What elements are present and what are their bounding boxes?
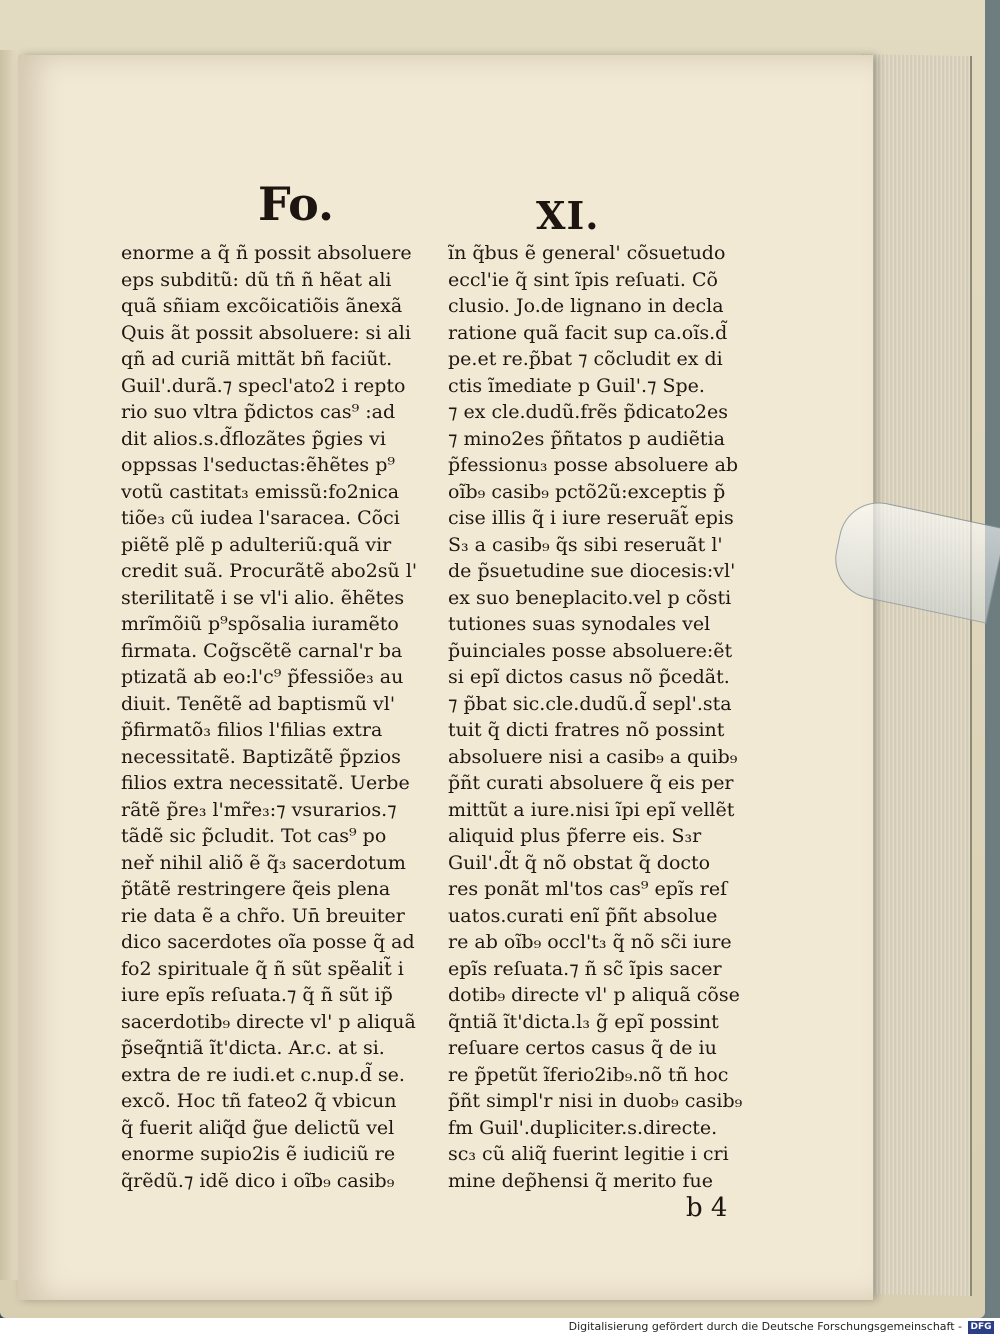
text-line: mittũt a iure.nisi ĩpi epĩ vellẽt — [448, 798, 735, 821]
text-line: reſuare certos casus q̃ de iu — [448, 1037, 717, 1059]
text-line: ⁊ p̃bat sic.cle.dudũ.d̃ sepl'.sta — [448, 692, 732, 715]
text-line: oppssas l'seductas:ẽhẽtes p⁹ — [121, 454, 396, 476]
text-line: necessitatẽ. Baptizãtẽ p̃pzios — [121, 745, 401, 768]
footer-credit: Digitalisierung gefördert durch die Deutsche Forschungsgemeinschaft - — [568, 1320, 962, 1333]
text-line: S₃ a casib₉ q̃s sibi reseruãt l' — [448, 533, 723, 556]
text-line: re p̃petũt ĩferio2ib₉.nõ tñ hoc — [448, 1063, 729, 1086]
text-line: de p̃suetudine sue diocesis:vl' — [448, 560, 736, 582]
text-line: diuit. Tenẽtẽ ad baptismũ vl' — [121, 692, 396, 715]
text-line: ptizatã ab eo:l'c⁹ p̃fessiõe₃ au — [121, 666, 404, 688]
text-line: epĩs reſuata.⁊ ñ sc̃ ĩpis sacer — [448, 957, 722, 980]
page-edges — [860, 54, 972, 1296]
text-line: Guil'.durã.⁊ specl'ato2 i repto — [121, 374, 406, 397]
text-line: ⁊ mino2es p̃ñtatos p audiẽtia — [448, 427, 725, 450]
text-line: firmata. Cog̃scẽtẽ carnal'r ba — [121, 639, 403, 662]
left-text-column — [121, 240, 441, 1194]
right-text-column — [448, 240, 778, 1194]
text-line: ratione quã facit sup ca.oĩs.d̃ — [448, 321, 728, 344]
text-line: p̃seq̃ntiã ĩt'dicta. Ar.c. at si. — [121, 1037, 385, 1059]
text-line: excõ. Hoc tñ fateo2 q̃ vbicun — [121, 1090, 397, 1112]
footer-bar — [0, 1318, 1000, 1338]
text-line: eccl'ie q̃ sint ĩpis reſuati. Cõ — [448, 268, 718, 291]
text-line: dit alios.s.d̃flozãtes p̃gies vi — [121, 427, 386, 450]
text-line: aliquid plus p̃ferre eis. S₃r — [448, 825, 702, 847]
text-line: q̃ntiã ĩt'dicta.l₃ g̃ epĩ possint — [448, 1010, 719, 1033]
signature-mark: b 4 — [686, 1193, 728, 1223]
text-line: p̃tãtẽ restringere q̃eis plena — [121, 878, 391, 900]
text-line: ⁊ ex cle.dudũ.frẽs p̃dicato2es — [448, 401, 728, 423]
text-line: ĩn q̃bus ẽ general' cõsuetudo — [448, 242, 726, 264]
text-line: rãtẽ p̃re₃ l'mr̃e₃:⁊ vsurarios.⁊ — [121, 798, 397, 821]
text-line: piẽtẽ plẽ p adulteriũ:quã vir — [121, 533, 392, 556]
text-line: tãdẽ sic p̃cludit. Tot cas⁹ po — [121, 825, 387, 847]
text-line: credit suã. Procurãtẽ abo2sũ l' — [121, 560, 418, 582]
text-line: mine dep̃hensi q̃ merito fue — [448, 1169, 714, 1192]
text-line: neř nihil aliõ ẽ q̃₃ sacerdotum — [121, 851, 406, 874]
text-line: rie data ẽ a chr̃o. Un̄ breuiter — [121, 904, 405, 927]
dfg-logo: DFG — [968, 1321, 994, 1334]
left-page-edge — [0, 50, 18, 1280]
text-line: p̃ñt simpl'r nisi in duob₉ casib₉ — [448, 1090, 743, 1112]
text-line: rio suo vltra p̃dictos cas⁹ :ad — [121, 401, 396, 423]
text-line: extra de re iudi.et c.nup.d̃ se. — [121, 1063, 405, 1086]
text-line: q̃rẽdũ.⁊ idẽ dico i oĩb₉ casib₉ — [121, 1169, 395, 1192]
text-line: res ponãt ml'tos cas⁹ epĩs reſ — [448, 878, 728, 900]
text-line: fm Guil'.dupliciter.s.directe. — [448, 1116, 718, 1139]
text-line: p̃fessionu₃ posse absoluere ab — [448, 454, 739, 476]
text-line: oĩb₉ casib₉ pctõ2ũ:exceptis p̃ — [448, 480, 726, 503]
text-line: sterilitatẽ i se vl'i alio. ẽhẽtes — [121, 586, 405, 609]
book-page — [18, 55, 873, 1300]
text-line: dico sacerdotes oĩa posse q̃ ad — [121, 931, 415, 953]
text-line: re ab oĩb₉ occl't₃ q̃ nõ sc̃i iure — [448, 931, 732, 953]
text-line: tutiones suas synodales vel — [448, 613, 711, 635]
text-line: absoluere nisi a casib₉ a quib₉ — [448, 745, 738, 768]
text-line: q̃ fuerit aliq̃d g̃ue delictũ vel — [121, 1116, 395, 1139]
text-line: p̃ñt curati absoluere q̃ eis per — [448, 772, 734, 794]
text-line: enorme a q̃ ñ possit absoluere — [121, 242, 412, 264]
text-line: eps subditũ: dũ tñ ñ hẽat ali — [121, 268, 392, 291]
text-line: cise illis q̃ i iure reseruãt̃ epis — [448, 507, 734, 529]
text-line: mrĩmõiũ p⁹spõsalia iuramẽto — [121, 613, 399, 635]
text-line: clusio. Jo.de lignano in decla — [448, 295, 724, 317]
text-line: sc₃ cũ aliq̃ fuerint legitie i cri — [448, 1143, 729, 1165]
text-line: tuit q̃ dicti fratres nõ possint — [448, 719, 725, 741]
text-line: iure epĩs reſuata.⁊ q̃ ñ sũt ip̃ — [121, 984, 393, 1006]
text-line: enorme supio2is ẽ iudiciũ re — [121, 1143, 396, 1165]
text-line: ex suo beneplacito.vel p cõsti — [448, 586, 732, 609]
text-line: votũ castitat₃ emissũ:fo2nica — [121, 480, 400, 503]
text-line: pe.et re.p̃bat ⁊ cõcludit ex di — [448, 348, 723, 370]
text-line: sacerdotib₉ directe vl' p aliquã — [121, 1010, 416, 1033]
text-line: Quis ãt possit absoluere: si ali — [121, 321, 411, 344]
folio-label: Fo. — [258, 177, 335, 231]
text-line: si epĩ dictos casus nõ p̃cedãt. — [448, 666, 730, 688]
text-line: p̃uinciales posse absoluere:ẽt — [448, 639, 733, 662]
page-header — [18, 177, 873, 237]
text-line: tiõe₃ cũ iudea l'saracea. Cõci — [121, 507, 400, 529]
text-line: filios extra necessitatẽ. Uerbe — [121, 772, 410, 794]
text-line: p̃firmatõ₃ filios l'filias extra — [121, 719, 383, 741]
text-line: qñ ad curiã mittãt bñ faciũt. — [121, 348, 393, 370]
text-line: uatos.curati enĩ p̃ñt absolue — [448, 904, 718, 927]
text-line: quã sñiam excõicatiõis ãnexã — [121, 295, 403, 317]
text-line: Guil'.d̃t q̃ nõ obstat q̃ docto — [448, 851, 711, 874]
text-line: fo2 spirituale q̃ ñ sũt spẽalit̃ i — [121, 957, 404, 980]
text-line: dotib₉ directe vl' p aliquã cõse — [448, 984, 740, 1006]
text-line: ctis ĩmediate p Guil'.⁊ Spe. — [448, 374, 705, 397]
folio-number: XI. — [536, 193, 600, 238]
